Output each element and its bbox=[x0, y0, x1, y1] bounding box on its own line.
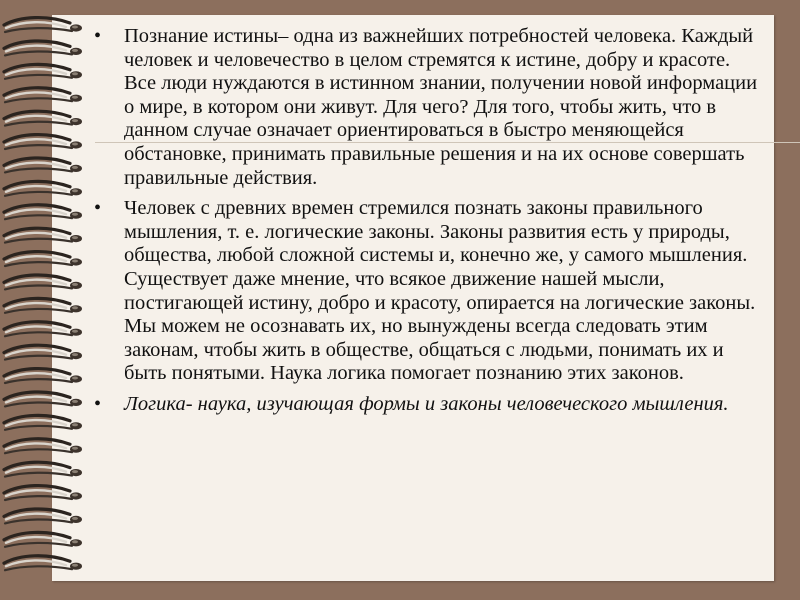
spiral-ring bbox=[4, 439, 82, 453]
bullet-marker: • bbox=[94, 197, 102, 220]
spiral-ring bbox=[4, 158, 82, 172]
bullet-text: Человек с древних времен стремился познать законы правильного мышления, т. е. логические законы. Законы развития есть у природы, общества, любой сложной системы и, конечно же, у самого мышления. Существует даже мнение, что всякое движение нашей мысли, постигающей истину, добро и красоту, опирается на логические законы. Мы можем не осознавать их, но вынуждены всегда следовать этим законам, чтобы жить в обществе, общаться с людьми, понимать их и быть понятыми. Наука логика помогает познанию этих законов. bbox=[124, 197, 756, 385]
spiral-ring bbox=[4, 18, 82, 32]
spiral-ring bbox=[4, 509, 82, 523]
bullet-item-1 bbox=[92, 25, 760, 190]
spiral-ring bbox=[4, 298, 82, 312]
spiral-ring bbox=[4, 88, 82, 102]
slide-content bbox=[92, 25, 760, 424]
spiral-ring bbox=[4, 111, 82, 125]
spiral-ring bbox=[4, 275, 82, 289]
bullet-item-2 bbox=[92, 197, 760, 386]
spiral-ring bbox=[4, 486, 82, 500]
spiral-ring bbox=[4, 392, 82, 406]
spiral-ring bbox=[4, 462, 82, 476]
spiral-ring bbox=[4, 41, 82, 55]
spiral-binding-icon bbox=[0, 12, 90, 592]
spiral-ring bbox=[4, 369, 82, 383]
bullet-list bbox=[92, 25, 760, 417]
spiral-ring bbox=[4, 532, 82, 546]
spiral-ring bbox=[4, 135, 82, 149]
bullet-item-3 bbox=[92, 393, 760, 417]
spiral-ring bbox=[4, 556, 82, 570]
bullet-marker: • bbox=[94, 25, 102, 47]
bullet-text: Познание истины– одна из важнейших потребностей человека. Каждый человек и человечество в целом стремятся к истине, добру и красоте. Все люди нуждаются в истинном знании, получении новой информации о мире, в котором они живут. Для чего? Для того, чтобы жить, что в данном случае означает ориентироваться в быстро меняющейся обстановке, принимать правильные решения и на их основе совершать правильные действия. bbox=[124, 25, 758, 189]
spiral-ring bbox=[4, 228, 82, 242]
spiral-ring bbox=[4, 205, 82, 219]
bullet-marker: • bbox=[94, 392, 102, 415]
spiral-ring bbox=[4, 252, 82, 266]
spiral-ring bbox=[4, 322, 82, 336]
spiral-ring bbox=[4, 64, 82, 78]
spiral-ring bbox=[4, 181, 82, 195]
bullet-text: Логика- наука, изучающая формы и законы человеческого мышления. bbox=[124, 392, 729, 415]
spiral-ring bbox=[4, 345, 82, 359]
spiral-ring bbox=[4, 415, 82, 429]
